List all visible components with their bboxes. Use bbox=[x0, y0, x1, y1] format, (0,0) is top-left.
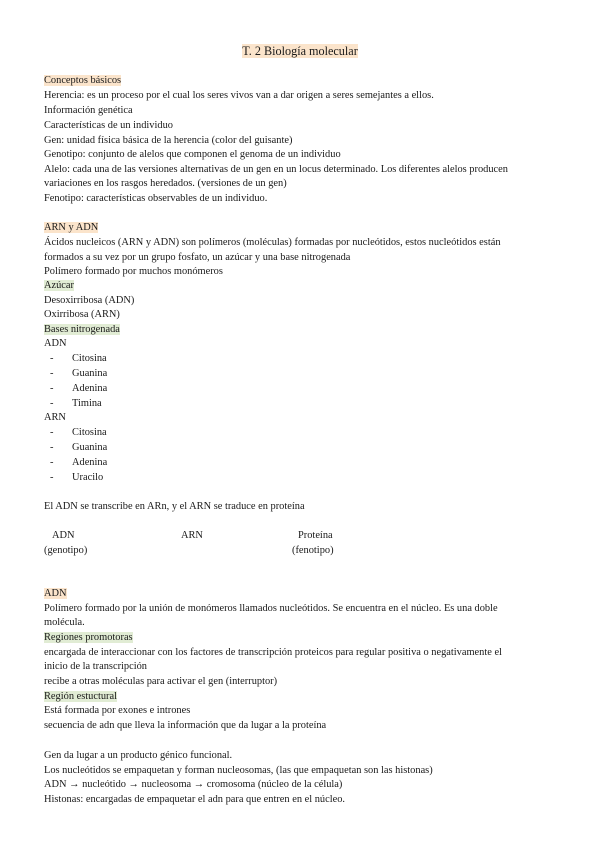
page-title bbox=[0, 44, 600, 59]
list-bullet: - bbox=[50, 398, 54, 409]
flow-proteina: Proteína bbox=[298, 530, 333, 541]
subheading-bases: Bases nitrogenada bbox=[44, 324, 120, 335]
list-bullet: - bbox=[50, 353, 54, 364]
paragraph-line: Genotipo: conjunto de alelos que componen el genoma de un individuo bbox=[44, 149, 341, 160]
paragraph-line: Histonas: encargadas de empaquetar el adn para que entren en el núcleo. bbox=[44, 794, 346, 805]
paragraph-line: formados a su vez por un grupo fosfato, un azúcar y una base nitrogenada bbox=[44, 252, 351, 263]
flow-adn: ADN bbox=[52, 530, 75, 541]
paragraph-line: secuencia de adn que lleva la información que da lugar a la proteína bbox=[44, 720, 327, 731]
list-bullet: - bbox=[50, 427, 54, 438]
label-arn: ARN bbox=[44, 412, 66, 423]
paragraph-line: ADN → nucleótido → nucleosoma → cromosoma (núcleo de la célula) bbox=[44, 779, 343, 790]
flow-genotipo: (genotipo) bbox=[44, 545, 88, 556]
section-heading-arn-adn: ARN y ADN bbox=[44, 222, 99, 233]
paragraph-line: Polímero formado por la unión de monómeros llamados nucleótidos. Se encuentra en el núcleo. Es una doble bbox=[44, 603, 498, 614]
paragraph-line: Información genética bbox=[44, 105, 133, 116]
paragraph-line: Ácidos nucleicos (ARN y ADN) son polímeros (moléculas) formadas por nucleótidos, estos nucleótidos están bbox=[44, 237, 501, 248]
paragraph-line: inicio de la transcripción bbox=[44, 661, 148, 672]
list-bullet: - bbox=[50, 442, 54, 453]
paragraph-line: encargada de interaccionar con los factores de transcripción proteicos para regular positiva o negativamente el bbox=[44, 647, 502, 658]
subheading-azucar: Azúcar bbox=[44, 280, 74, 291]
paragraph-line: Desoxirribosa (ADN) bbox=[44, 295, 135, 306]
list-bullet: - bbox=[50, 368, 54, 379]
paragraph-line: Fenotipo: características observables de un individuo. bbox=[44, 193, 268, 204]
paragraph-line: Características de un individuo bbox=[44, 120, 173, 131]
paragraph-line: variaciones en los rasgos heredados. (versiones de un gen) bbox=[44, 178, 287, 189]
flow-arn: ARN bbox=[181, 530, 203, 541]
paragraph-line: Oxirribosa (ARN) bbox=[44, 309, 120, 320]
list-bullet: - bbox=[50, 457, 54, 468]
subheading-regiones: Regiones promotoras bbox=[44, 632, 133, 643]
paragraph-line: recibe a otras moléculas para activar el gen (interruptor) bbox=[44, 676, 278, 687]
paragraph-line: El ADN se transcribe en ARn, y el ARN se traduce en proteína bbox=[44, 501, 305, 512]
paragraph-line: Alelo: cada una de las versiones alternativas de un gen en un locus determinado. Los diferentes alelos producen bbox=[44, 164, 508, 175]
list-bullet: - bbox=[50, 472, 54, 483]
paragraph-line: Los nucleótidos se empaquetan y forman nucleosomas, (las que empaquetan son las histonas) bbox=[44, 765, 433, 776]
paragraph-line: Gen: unidad física básica de la herencia (color del guisante) bbox=[44, 135, 293, 146]
flow-fenotipo: (fenotipo) bbox=[292, 545, 334, 556]
subheading-estructural: Región estuctural bbox=[44, 691, 118, 702]
paragraph-line: Gen da lugar a un producto génico funcional. bbox=[44, 750, 233, 761]
list-bullet: - bbox=[50, 383, 54, 394]
paragraph-line: Herencia: es un proceso por el cual los seres vivos van a dar origen a seres semejantes a ellos. bbox=[44, 90, 434, 101]
page-title-text: T. 2 Biología molecular bbox=[242, 44, 358, 58]
paragraph-line: molécula. bbox=[44, 617, 85, 628]
paragraph-line: Polímero formado por muchos monómeros bbox=[44, 266, 223, 277]
document-page: T. 2 Biología molecular Conceptos básicos Herencia: es un proceso por el cual los seres vivos van a dar origen a seres semejantes a ellos. Información genética Características de un individuo Gen: unidad física básica de la herencia (color del guisante) Genotipo: conjunto de alelos que componen el genoma de un individuo Alelo: cada una de las versiones alternativas de un gen en un locus determinado. Los diferentes alelos producen variaciones en los rasgos heredados. (versiones de un gen) Fenotipo: características observables de un individuo. ARN y ADN Ácidos nucleicos (ARN y ADN) son polímeros (moléculas) formadas por nucleótidos, estos nucleótidos están formados a su vez por un grupo fosfato, un azúcar y una base nitrogenada Polímero formado por muchos monómeros Azúcar Desoxirribosa (ADN) Oxirribosa (ARN) Bases nitrogenada ADN - Citosina - Guanina - Adenina - Timina ARN - Citosina - Guanina - Adenina - Uracilo El ADN se transcribe en ARn, y el ARN se traduce en proteína ADN ARN Proteína (genotipo) (fenotipo) ADN Polímero formado por la unión de monómeros llamados nucleótidos. Se encuentra en el núcleo. Es una doble molécula. Regiones promotoras encargada de interaccionar con los factores de transcripción proteicos para regular positiva o negativamente el inicio de la transcripción recibe a otras moléculas para activar el gen (interruptor) Región estuctural Está formada por exones e intrones secuencia de adn que lleva la información que da lugar a la proteína Gen da lugar a un producto génico funcional. Los nucleótidos se empaquetan y forman nucleosomas, (las que empaquetan son las histonas) ADN → nucleótido → nucleosoma → cromosoma (núcleo de la célula) Histonas: encargadas de empaquetar el adn para que entren en el núcleo. bbox=[0, 0, 600, 848]
section-heading-conceptos: Conceptos básicos bbox=[44, 75, 122, 86]
section-heading-adn: ADN bbox=[44, 588, 67, 599]
paragraph-line: Está formada por exones e intrones bbox=[44, 705, 191, 716]
label-adn: ADN bbox=[44, 338, 67, 349]
